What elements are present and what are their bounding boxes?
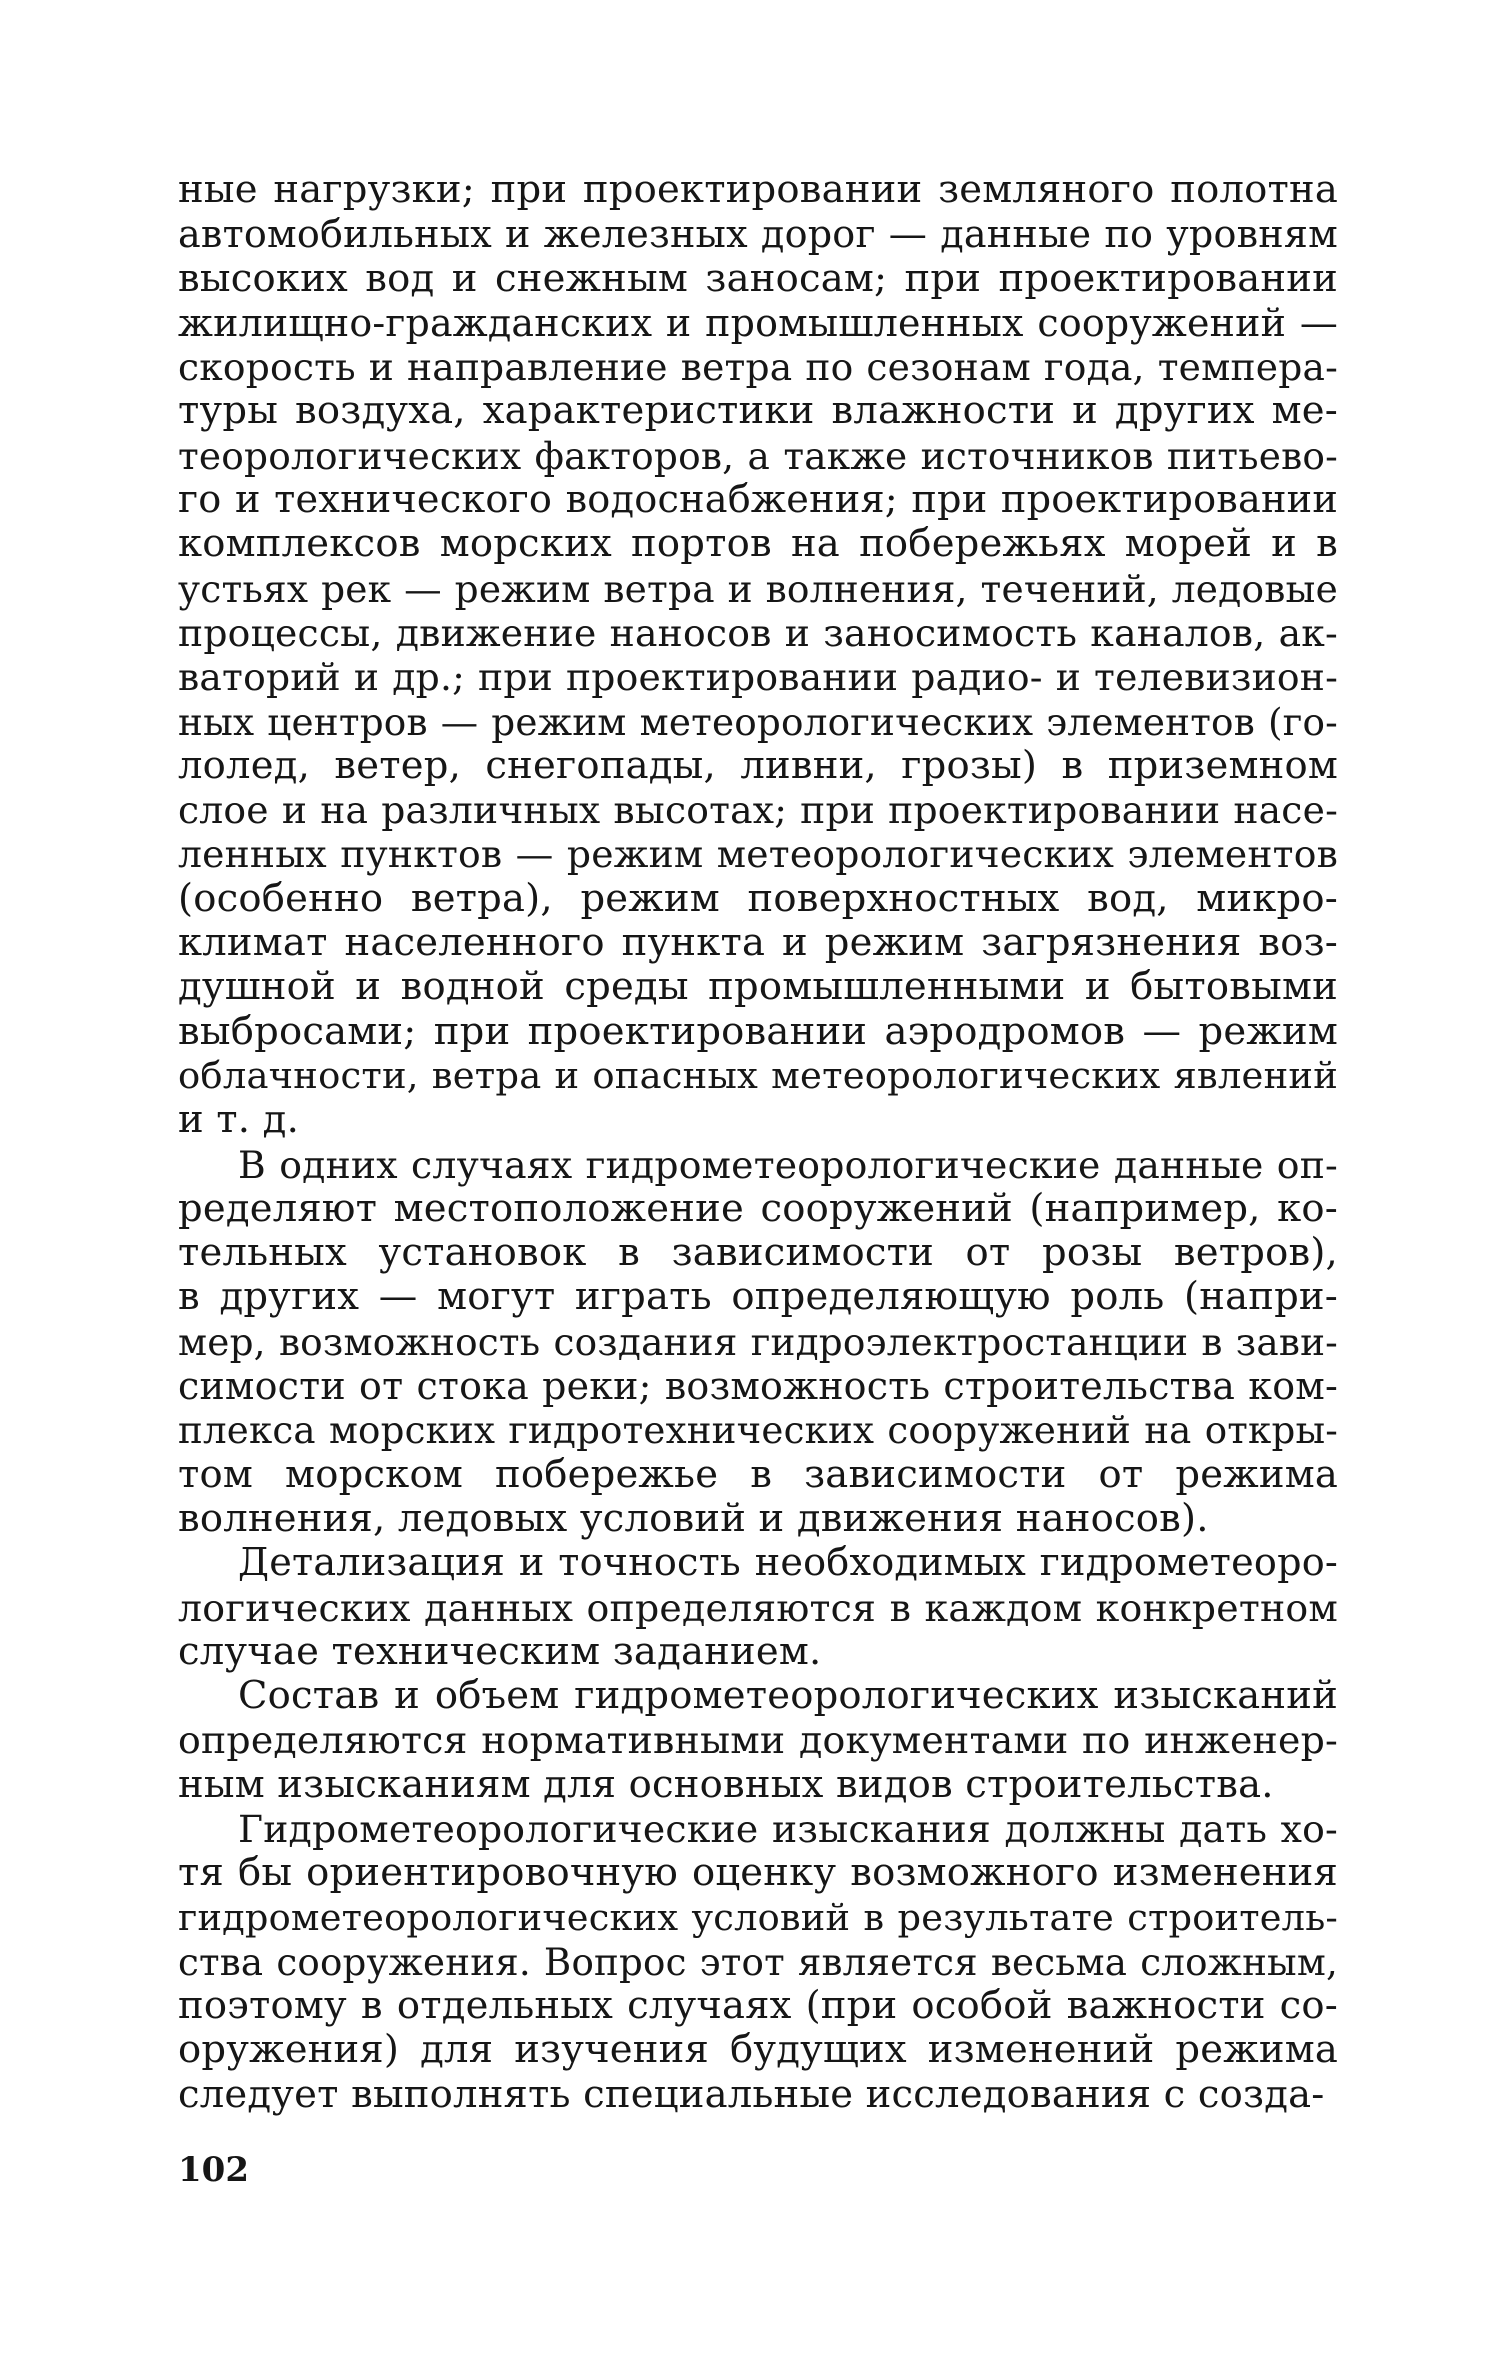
page-number: 102 [178,2150,249,2190]
text-line: Гидрометеорологические изыскания должны дать хо- [238,1806,1338,1851]
text-line: скорость и направление ветра по сезонам года, темпера- [178,345,1338,390]
text-line: и т. д. [178,1097,300,1143]
text-line: высоких вод и снежным заносам; при проектировании [178,255,1338,301]
text-line: поэтому в отдельных случаях (при особой важности со- [178,1983,1338,2029]
text-line: автомобильных и железных дорог — данные по уровням [178,212,1338,257]
text-line: климат населенного пункта и режим загрязнения воз- [178,920,1338,966]
text-line: плекса морских гидротехнических сооружений на откры- [178,1408,1338,1453]
text-line: го и технического водоснабжения; при проектировании [178,478,1338,523]
text-line: облачности, ветра и опасных метеорологических явлений [178,1053,1338,1097]
paragraph [178,1143,1338,1542]
text-line: процессы, движение наносов и заносимость каналов, ак- [178,610,1338,655]
text-line: выбросами; при проектировании аэродромов — режим [178,1008,1338,1054]
text-line: ные нагрузки; при проектировании земляного полотна [178,167,1338,212]
paragraph [178,1674,1338,1807]
paragraph [178,168,1338,1143]
text-line: ным изысканиям для основных видов строительства. [178,1761,1274,1807]
text-line: жилищно-гражданских и промышленных сооружений — [178,300,1338,345]
text-line: ределяют местоположение сооружений (например, ко- [178,1185,1338,1231]
text-line: Состав и объем гидрометеорологических изысканий [238,1673,1338,1719]
text-line: устьях рек — режим ветра и волнения, течений, ледовые [178,566,1338,611]
text-line: (особенно ветра), режим поверхностных вод, микро- [178,875,1338,921]
text-line: туры воздуха, характеристики влажности и других ме- [178,388,1338,434]
text-line: ных центров — режим метеорологических элементов (го- [178,699,1338,744]
text-line: комплексов морских портов на побережьях морей и в [178,521,1338,567]
paragraph [178,1541,1338,1674]
text-line: слое и на различных высотах; при проектировании насе- [178,788,1338,833]
text-line: волнения, ледовых условий и движения наносов). [178,1495,1209,1541]
text-line: лолед, ветер, снегопады, ливни, грозы) в приземном [178,742,1338,788]
text-line: гидрометеорологических условий в результате строитель- [178,1895,1338,1939]
text-line: тельных установок в зависимости от розы ветров), [178,1230,1338,1276]
text-line: ства сооружения. Вопрос этот является весьма сложным, [178,1939,1338,1984]
text-line: симости от стока реки; возможность строительства ком- [178,1364,1338,1409]
text-line: ваторий и др.; при проектировании радио- и телевизион- [178,655,1338,700]
text-line: в других — могут играть определяющую роль (напри- [178,1274,1338,1320]
text-line: логических данных определяются в каждом конкретном [178,1585,1338,1630]
text-line: ленных пунктов — режим метеорологических элементов [178,832,1338,877]
paragraph [178,1807,1338,2117]
text-line: Детализация и точность необходимых гидрометеоро- [238,1541,1338,1586]
text-line: тя бы ориентировочную оценку возможного изменения [178,1850,1338,1896]
book-page-text [178,168,1338,2117]
text-line: том морском побережье в зависимости от режима [178,1451,1338,1497]
text-line: следует выполнять специальные исследования с созда- [178,2071,1325,2117]
text-line: мер, возможность создания гидроэлектростанции в зави- [178,1319,1338,1364]
text-line: оружения) для изучения будущих изменений режима [178,2027,1338,2073]
text-line: душной и водной среды промышленными и бытовыми [178,964,1338,1010]
text-line: теорологических факторов, а также источников питьево- [178,433,1338,478]
text-line: определяются нормативными документами по инженер- [178,1718,1338,1763]
text-line: В одних случаях гидрометеорологические данные оп- [238,1142,1338,1187]
text-line: случае техническим заданием. [178,1628,822,1674]
